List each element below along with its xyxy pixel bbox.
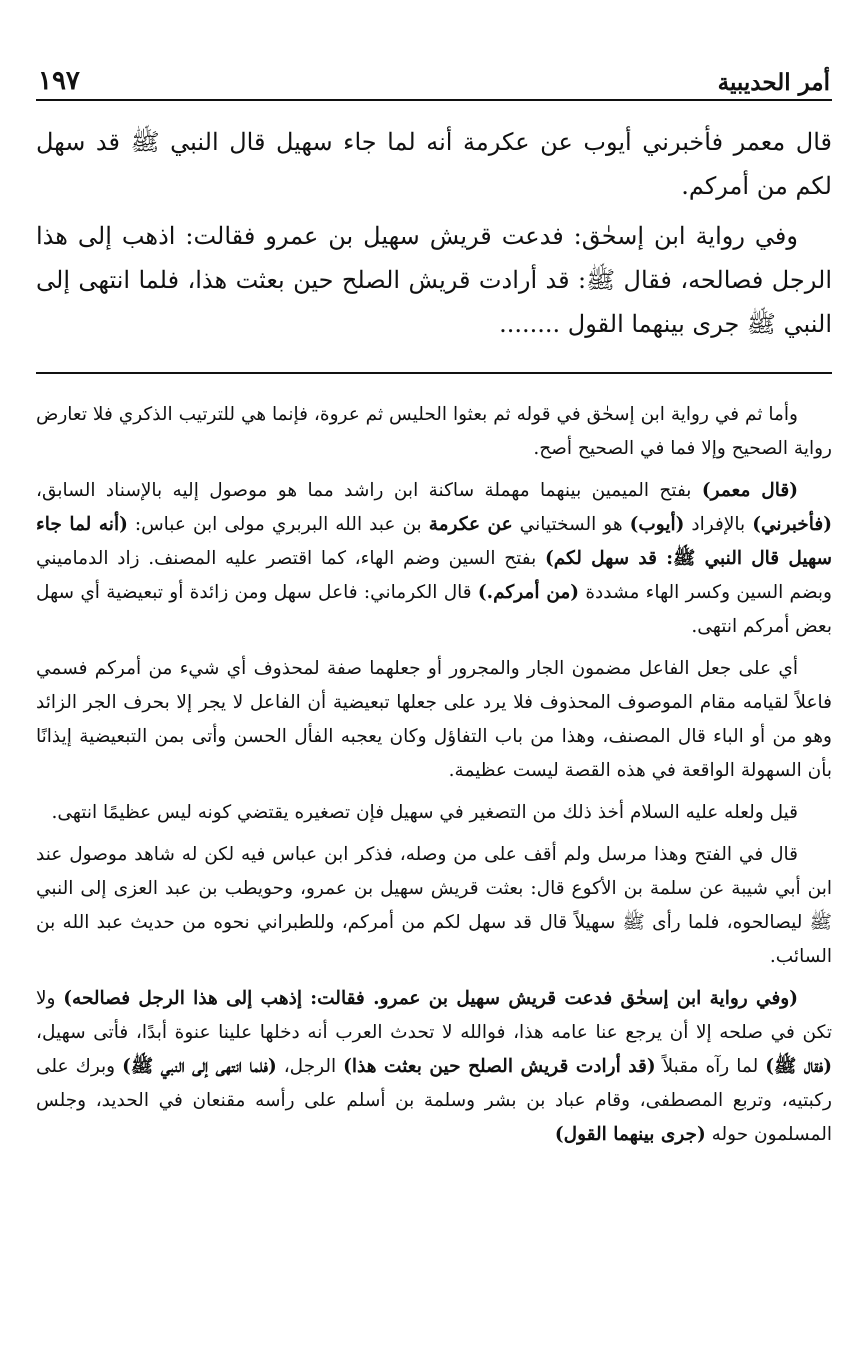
quote-phrase: عن عكرمة — [428, 514, 513, 535]
page-number: ١٩٧ — [38, 66, 80, 96]
quote-phrase: (فلما انتهى إلى النبي ﷺ) — [122, 1056, 277, 1077]
commentary-text: الرجل، — [276, 1056, 344, 1077]
header-rule — [36, 99, 832, 101]
quote-phrase: (أنه لما جاء سهيل قال النبي ﷺ: قد سهل لكم) — [36, 514, 832, 569]
quote-phrase: (وفي رواية ابن إسحٰق فدعت قريش سهيل بن عمرو. فقالت: إذهب إلى هذا الرجل فصالحه) — [63, 988, 798, 1009]
main-text — [36, 120, 832, 346]
ellipsis-dots: ........ — [499, 310, 561, 338]
commentary-paragraph-5: قال في الفتح وهذا مرسل ولم أقف على من وصله، فذكر ابن عباس فيه لكن له شاهد موصول عند ابن أبي شيبة عن سلمة بن الأكوع قال: بعثت قريش سهيل بن عمرو، وحويطب بن عبد العزى إلى النبي ﷺ ليصالحوه، فلما رأى ﷺ سهيلاً قال قد سهل لكم من أمركم، وللطبراني نحوه من حديث عبد الله بن السائب. — [36, 844, 832, 967]
commentary-paragraph-3: أي على جعل الفاعل مضمون الجار والمجرور أو جعلهما صفة لمحذوف أي شيء من أمركم فسمي فاعلاً لقيامه مقام الموصوف المحذوف فلا يرد على جعلها تبعيضية أن الفاعل لا يجر إلا بحرف الجر الزائد وهو من أو الباء قال المصنف، وهذا من باب التفاؤل وكان يعجبه الفأل الحسن وأتى بمن التبعيضية إيذانًا بأن السهولة الواقعة في هذه القصة ليست عظيمة. — [36, 658, 832, 781]
commentary-text: هو السختياني — [512, 514, 630, 535]
commentary-text: بفتح الميمين بينهما مهملة ساكنة ابن راشد مما هو موصول إليه بالإسناد السابق، — [36, 480, 702, 501]
commentary-text: بالإفراد — [684, 514, 753, 535]
main-paragraph-1: قال معمر فأخبرني أيوب عن عكرمة أنه لما جاء سهيل قال النبي ﷺ قد سهل لكم من أمركم. — [36, 128, 832, 200]
commentary-text: ولا تكن في صلحه إلا أن يرجع عنا عامه هذا، فوالله لا تحدث العرب أنه دخلها علينا عنوة أبدًا، فأتى سهيل، — [36, 988, 832, 1043]
quote-phrase: (قد أرادت قريش الصلح حين بعثت هذا) — [343, 1056, 656, 1077]
commentary-text: لما رآه مقبلاً — [655, 1056, 766, 1077]
main-paragraph-2 — [36, 214, 832, 346]
commentary-paragraph-2 — [36, 474, 832, 644]
quote-phrase: (من أمركم.) — [477, 582, 580, 603]
commentary-paragraph-1: وأما ثم في رواية ابن إسحٰق في قوله ثم بعثوا الحليس ثم عروة، فإنما هي للترتيب الذكري فلا تعارض رواية الصحيح وإلا فما في الصحيح أصح. — [36, 404, 832, 459]
quote-phrase: (جرى بينهما القول) — [554, 1124, 706, 1145]
quote-phrase: (فأخبرني) — [752, 514, 832, 535]
commentary-text: وبرك على ركبتيه، وتربع المصطفى، وقام عباد بن بشر وسلمة بن أسلم على رأسه مقنعان في الحديد، وجلس المسلمون حوله — [36, 1056, 832, 1145]
page-header — [38, 52, 830, 96]
running-title: أمر الحديبية — [717, 69, 830, 96]
commentary-text: قال الكرماني: فاعل سهل ومن زائدة أو تبعيضية أي سهل بعض أمركم انتهى. — [36, 582, 832, 637]
commentary-text: بن عبد الله البربري مولى ابن عباس: — [127, 514, 429, 535]
quote-phrase: (فقال ﷺ) — [765, 1056, 832, 1077]
quote-phrase: (أيوب) — [629, 514, 685, 535]
commentary — [36, 398, 832, 1160]
main-paragraph-2-text: وفي رواية ابن إسحٰق: فدعت قريش سهيل بن عمرو فقالت: اذهب إلى هذا الرجل فصالحه، فقال ﷺ: قد أرادت قريش الصلح حين بعثت هذا، فلما انتهى إلى النبي ﷺ جرى بينهما القول — [36, 222, 832, 338]
commentary-text: بفتح السين وضم الهاء، كما اقتصر عليه المصنف. زاد الدماميني وبضم السين وكسر الهاء مشددة — [36, 548, 832, 603]
footnote-rule — [36, 372, 832, 374]
commentary-paragraph-4: قيل ولعله عليه السلام أخذ ذلك من التصغير في سهيل فإن تصغيره يقتضي كونه ليس عظيمًا انتهى. — [51, 802, 798, 823]
commentary-paragraph-6 — [36, 982, 832, 1152]
quote-phrase: (قال معمر) — [701, 480, 798, 501]
